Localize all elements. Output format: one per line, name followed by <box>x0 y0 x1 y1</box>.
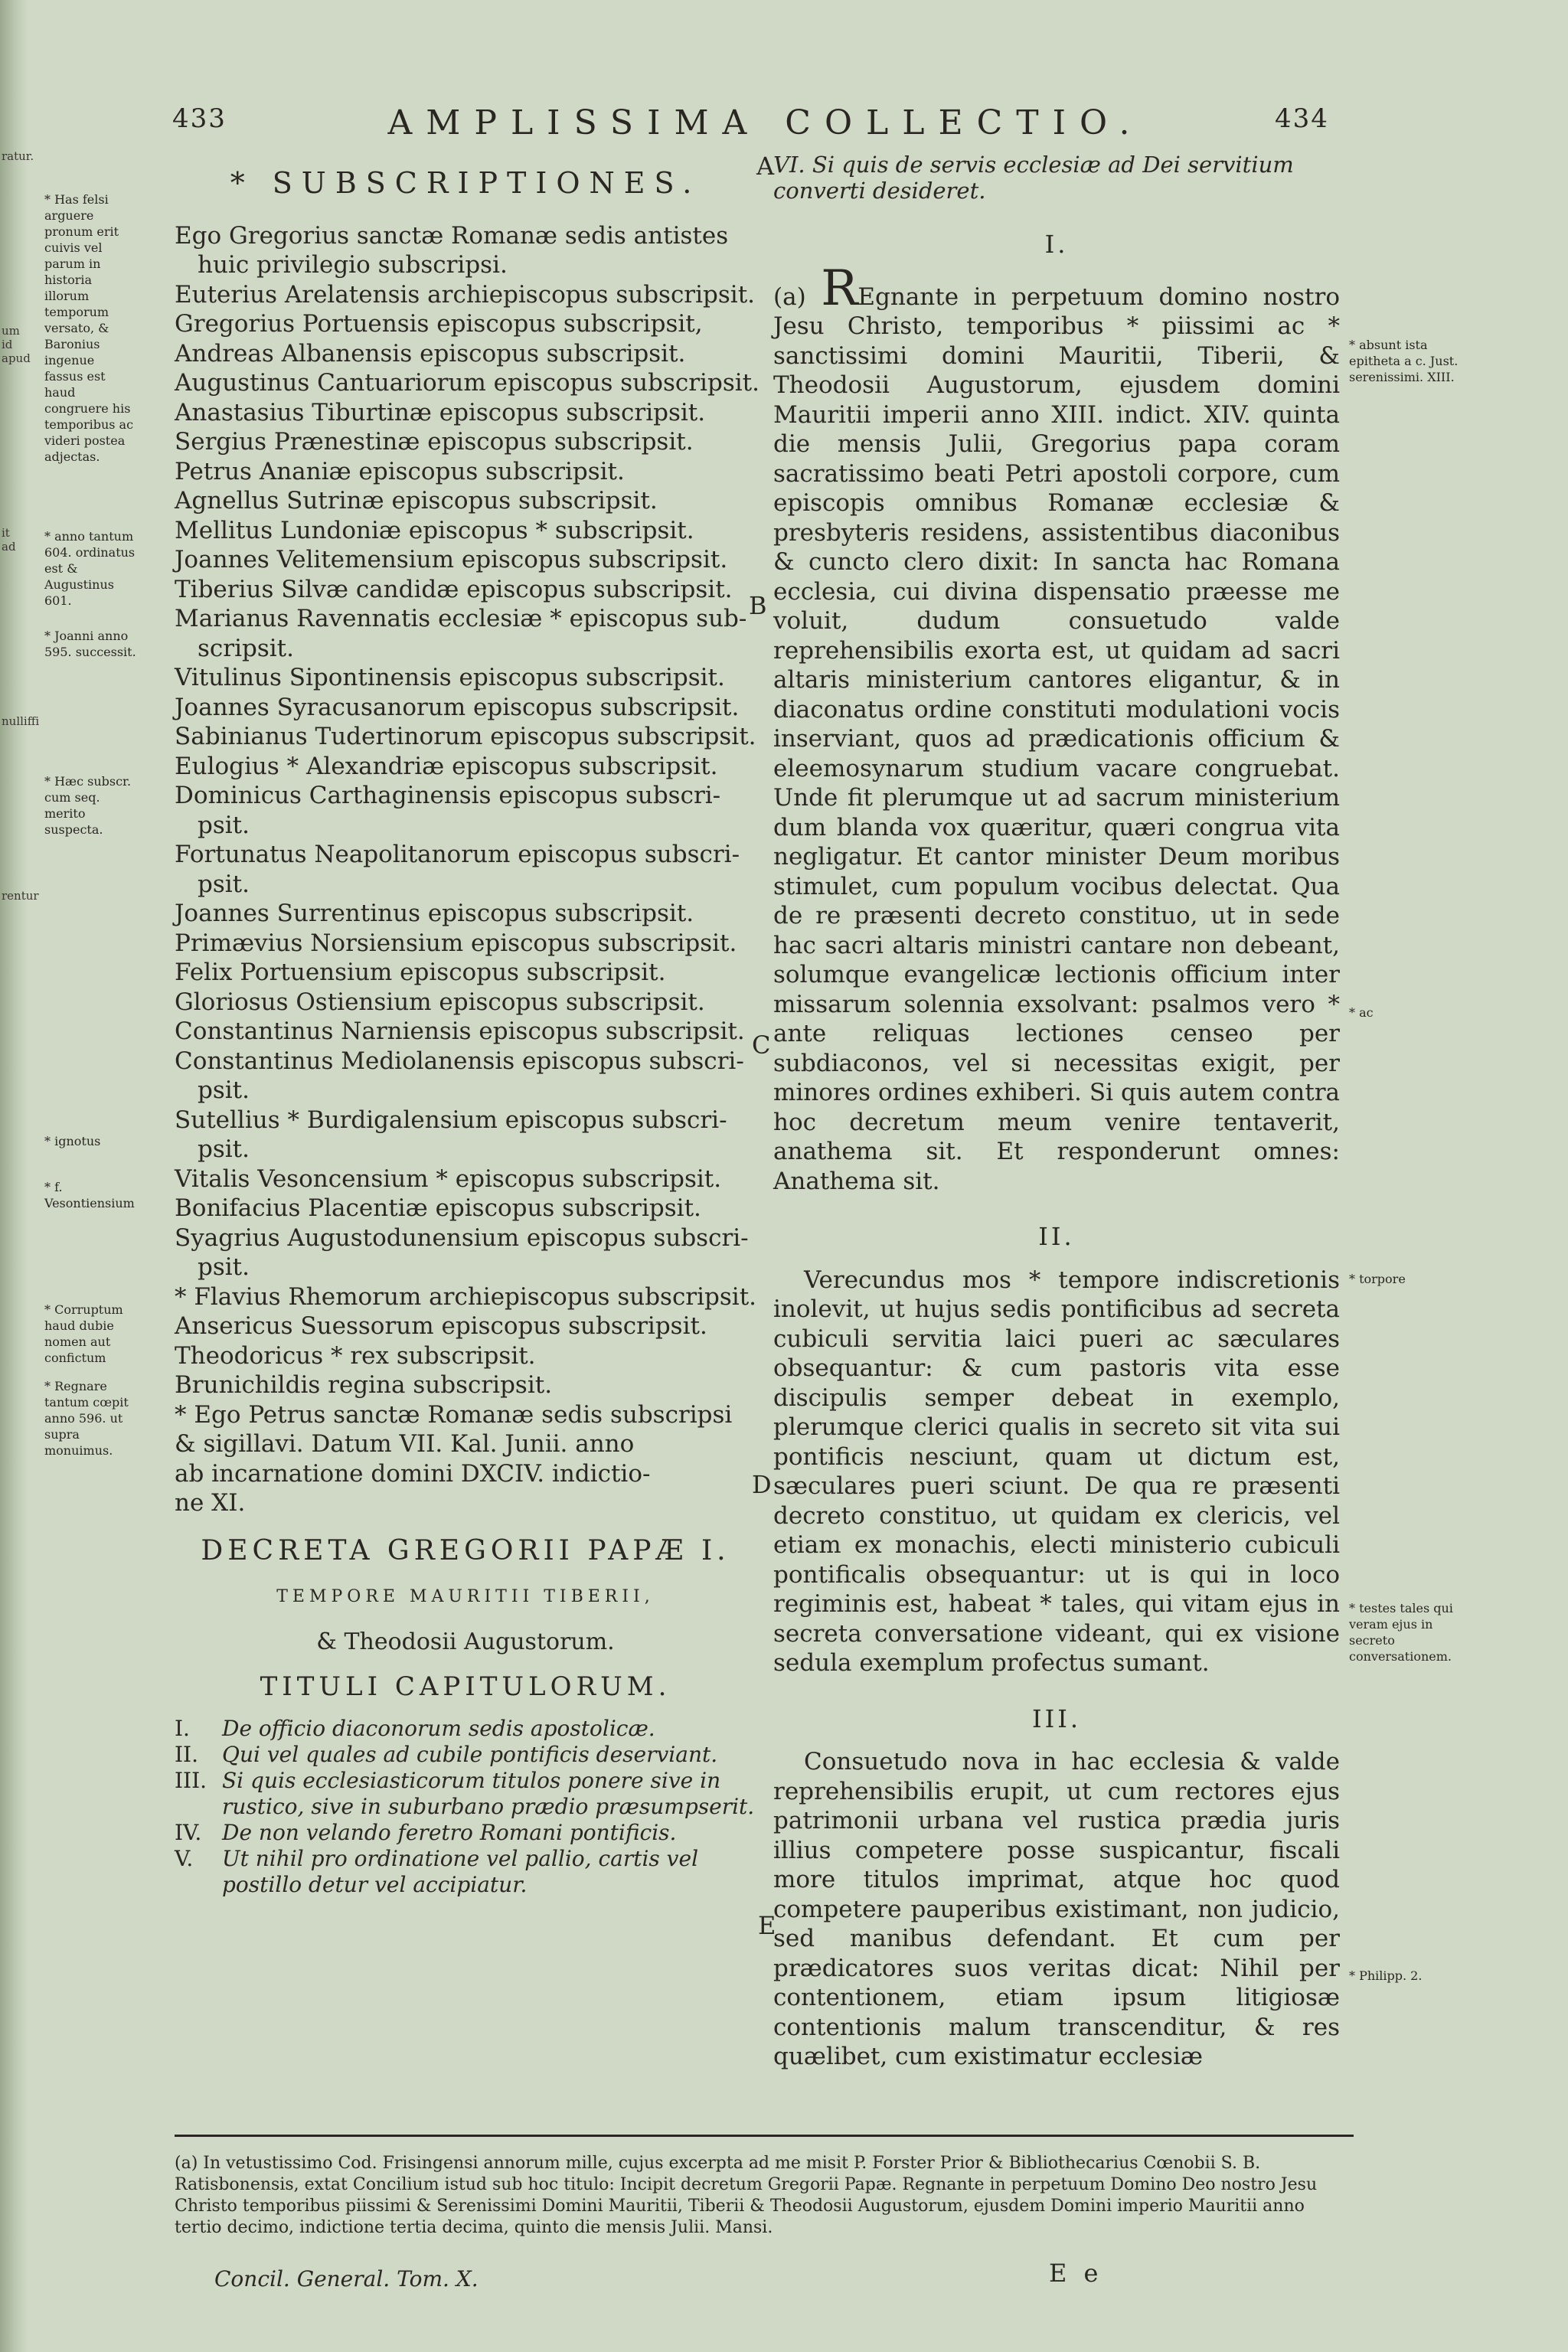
signature-mark: E e <box>1049 2259 1103 2288</box>
subscription-line: Constantinus Mediolanensis episcopus subscri- <box>175 1047 744 1075</box>
rubric-vi: VI. Si quis de servis ecclesiæ ad Dei servitium converti desideret. <box>773 152 1294 204</box>
marginal-note: * Joanni anno 595. successit. <box>44 629 136 659</box>
subscription-line: Eulogius * Alexandriæ episcopus subscripsit. <box>175 752 718 780</box>
subscription-line: Constantinus Narniensis episcopus subscripsit. <box>175 1018 745 1045</box>
gutter-note: nulliffi <box>2 714 40 728</box>
footnote-marker: (a) <box>773 283 806 311</box>
subscription-line: Fortunatus Neapolitanorum episcopus subscri- <box>175 841 740 868</box>
titulus-text: Si quis ecclesiasticorum titulos ponere sive in rustico, sive in suburbano prædio præsumpserit. <box>222 1767 755 1819</box>
marginal-note: * Regnare tantum cœpit anno 596. ut supra monuimus. <box>44 1379 129 1458</box>
subscription-line: psit. <box>198 811 250 839</box>
marginal-note: * ac <box>1349 1005 1374 1020</box>
subscription-line: Petrus Ananiæ episcopus subscripsit. <box>175 457 625 485</box>
margin-letter: B <box>749 591 767 620</box>
gutter-note: ratur. <box>2 149 34 163</box>
subscription-line: huic privilegio subscripsi. <box>198 251 508 279</box>
marginal-note: * Has felsi arguere pronum erit cuivis vel parum in historia illorum temporum versato, & Baronius ingenue fassus est haud congruere his temporibus ac videri postea adjectas. <box>44 192 134 464</box>
chapter-3-text: Consuetudo nova in hac ecclesia & valde reprehensibilis erupit, ut cum rectores ejus patrimonii urbana vel rustica prædia juris illius competere posse suspicantur, fiscali more titulos imprimat, atque hoc quod competere pauperibus existimant, non judicio, sed manibus defendant. Et cum per prædicatores suos veritas dicat: Nihil per contentionem, etiam ipsum litigiosæ contentionis malum transcenditur, & res quælibet, cum existimatur ecclesiæ <box>773 1748 1340 2070</box>
page-header <box>0 103 1568 149</box>
chapter-1-body: Jesu Christo, temporibus * piissimi ac * sanctissimi domini Mauritii, Tiberii, & Theodosii Augustorum, ejusdem domini Mauritii imperii anno XIII. indict. XIV. quinta die mensis Julii, Gregorius papa coram sacratissimo beati Petri apostoli corpore, cum episcopis omnibus Romanæ ecclesiæ & presbyteris residens, assistentibus diaconibus & cuncto clero dixit: In sancta hac Romana ecclesia, cui divina dispensatio præesse me voluit, dudum consuetudo valde reprehensibilis exorta est, ut quidam ad sacri altaris ministerium cantores eligantur, & in diaconatus ordine constituti modulationi vocis inserviant, quos ad prædicationis officium & eleemosynarum studium vacare congruebat. Unde fit plerumque ut ad sacrum ministerium dum blanda vox quæritur, quæri congrua vita negligatur. Et cantor minister Deum moribus stimulet, cum populum vocibus delectat. Qua de re præsenti decreto constituo, ut in sede hac sacri altaris ministri cantare non debeant, solumque evangelicæ lectionis officium inter missarum solennia exsolvant: psalmos vero * ante reliquas lectiones censeo per subdiaconos, vel si necessitas exigit, per minores ordines exhiberi. Si quis autem contra hoc decretum meum venire tentaverit, anathema sit. Et responderunt omnes: Anathema sit. <box>773 312 1340 1195</box>
decreta-title: DECRETA GREGORII PAPÆ I. <box>201 1534 730 1566</box>
footnote: (a) In vetustissimo Cod. Frisingensi annorum mille, cujus excerpta ad me misit P. Forster Prior & Bibliothecarius Cœnobii S. B. Ratisbonensis, extat Concilium istud sub hoc titulo: Incipit decretum Gregorii Papæ. Regnante in perpetuum Domino Deo nostro Jesu Christo temporibus piissimi & Serenissimi Domini Mauritii, Tiberii & Theodosii Augustorum, ejusdem Domini imperio Mauritii anno tertio decimo, indictione tertia decima, quinto die mensis Julii. Mansi. <box>175 2154 1318 2237</box>
marginal-note: * Hæc subscr. cum seq. merito suspecta. <box>44 774 132 837</box>
titulus-item <box>175 1768 756 1820</box>
chapter-heading: III. <box>1031 1704 1082 1733</box>
titulus-number: I. <box>175 1715 190 1741</box>
titulus-item <box>175 1716 756 1742</box>
marginal-note: * Philipp. 2. <box>1349 1968 1423 1983</box>
gutter-note: um id apud <box>2 324 31 365</box>
titulus-number: IV. <box>175 1819 202 1845</box>
subscription-line: Vitalis Vesoncensium * episcopus subscripsit. <box>175 1165 722 1193</box>
titulus-text: De non velando feretro Romani pontificis. <box>222 1819 677 1845</box>
subscription-line: Brunichildis regina subscripsit. <box>175 1371 553 1399</box>
subscription-line: Joannes Syracusanorum episcopus subscripsit. <box>175 693 740 721</box>
right-column <box>773 152 1340 2072</box>
running-title: AMPLISSIMA COLLECTIO. <box>387 103 1144 142</box>
subscription-line: Sergius Prænestinæ episcopus subscripsit. <box>175 428 694 456</box>
subscription-line: Andreas Albanensis episcopus subscripsit. <box>175 339 686 368</box>
subscription-line: Theodoricus * rex subscripsit. <box>175 1341 536 1370</box>
margin-letter: E <box>758 1911 776 1940</box>
subscription-line: & sigillavi. Datum VII. Kal. Junii. anno <box>175 1430 635 1458</box>
margin-letter: A <box>756 152 775 181</box>
subscription-line: psit. <box>198 1076 250 1104</box>
subscription-line: Euterius Arelatensis archiepiscopus subscripsit. <box>175 280 756 309</box>
subscription-line: Primævius Norsiensium episcopus subscripsit. <box>175 929 737 957</box>
marginal-note: * torpore <box>1349 1272 1406 1286</box>
subscription-line: Gregorius Portuensis episcopus subscripsit, <box>175 310 703 338</box>
subscription-line: Syagrius Augustodunensium episcopus subscri- <box>175 1223 749 1252</box>
gutter-note: it ad <box>2 526 16 554</box>
subscription-line: Augustinus Cantuariorum episcopus subscripsit. <box>175 369 760 397</box>
titulus-item <box>175 1846 756 1898</box>
titulus-text: Qui vel quales ad cubile pontificis deserviant. <box>222 1741 718 1767</box>
subscription-line: Sutellius * Burdigalensium episcopus subscri- <box>175 1106 727 1134</box>
page-number-left: 433 <box>172 103 227 134</box>
subscription-line: * Flavius Rhemorum archiepiscopus subscripsit. <box>175 1282 757 1311</box>
marginal-note: * anno tantum 604. ordinatus est & Augustinus 601. <box>44 529 136 608</box>
titulus-number: II. <box>175 1741 199 1767</box>
subscription-line: Ego Gregorius sanctæ Romanæ sedis antistes <box>175 221 729 250</box>
tituli-list <box>175 1716 756 1898</box>
subscription-line: Joannes Velitemensium episcopus subscripsit. <box>175 546 728 573</box>
titulus-text: De officio diaconorum sedis apostolicæ. <box>222 1715 655 1741</box>
margin-letter: C <box>752 1031 771 1060</box>
subscription-line: Marianus Ravennatis ecclesiæ * episcopus sub- <box>175 605 747 632</box>
subscription-line: ne XI. <box>175 1489 246 1517</box>
chapter-2-text: Verecundus mos * tempore indiscretionis inolevit, ut hujus sedis pontificibus ad secreta cubiculi servitia laici pueri ac sæculares obsequantur: & cum pastoris vita esse discipulis semper debeat in exemplo, plerumque clerici qualis in secreto sit vita sui pontificis nesciunt, quam ut dictum est, sæculares pueri sciunt. De qua re præsenti decreto constituo, ut quidam ex clericis, vel etiam ex monachis, electi ministerio cubiculi pontificalis obsequantur: ut is qui in loco regiminis est, habeat * tales, qui vitam ejus in secreta conversatione videant, qui ex visione sedula exemplum profectus sumant. <box>773 1266 1340 1677</box>
subscription-line: Anastasius Tiburtinæ episcopus subscripsit. <box>175 398 706 426</box>
chapter-1-first-line: Egnante in perpetuum domino nostro <box>858 283 1340 311</box>
subscription-line: Dominicus Carthaginensis episcopus subscri- <box>175 782 721 809</box>
chapter-1-text <box>773 260 1340 1197</box>
titulus-text: Ut nihil pro ordinatione vel pallio, cartis vel postillo detur vel accipiatur. <box>222 1845 699 1897</box>
subscription-line: Mellitus Lundoniæ episcopus * subscripsit. <box>175 516 694 544</box>
volume-line: Concil. General. Tom. X. <box>214 2266 479 2292</box>
subscription-line: * Ego Petrus sanctæ Romanæ sedis subscripsi <box>175 1400 733 1429</box>
decreta-subtitle-2: & Theodosii Augustorum. <box>316 1628 615 1655</box>
tituli-title: TITULI CAPITULORUM. <box>260 1671 671 1702</box>
chapter-heading: I. <box>1044 230 1069 259</box>
titulus-item <box>175 1820 756 1846</box>
gutter-notes <box>2 149 40 1063</box>
marginal-note: * ignotus <box>44 1134 101 1148</box>
decreta-subtitle: TEMPORE MAURITII TIBERII, <box>276 1587 655 1606</box>
margin-letter: D <box>752 1470 772 1499</box>
left-column <box>175 166 760 1898</box>
titulus-number: III. <box>175 1767 207 1793</box>
subscription-line: psit. <box>198 1135 250 1163</box>
subscription-line: Ansericus Suessorum episcopus subscripsit. <box>175 1312 707 1340</box>
subscriptions-heading: * SUBSCRIPTIONES. <box>230 166 701 200</box>
subscription-list <box>175 221 760 1518</box>
subscription-line: Vitulinus Sipontinensis episcopus subscripsit. <box>175 664 725 691</box>
titulus-number: V. <box>175 1845 194 1871</box>
subscription-line: Bonifacius Placentiæ episcopus subscripsit. <box>175 1194 701 1222</box>
marginal-note: * f. Vesontiensium <box>44 1180 135 1210</box>
marginal-note: * Corruptum haud dubie nomen aut confictum <box>44 1302 123 1365</box>
subscription-line: Felix Portuensium episcopus subscripsit. <box>175 959 666 986</box>
subscription-line: psit. <box>198 870 250 898</box>
marginal-note: * absunt ista epitheta a c. Just. serenissimi. XIII. <box>1349 338 1459 384</box>
subscription-line: scripsit. <box>198 634 294 662</box>
footnote-rule <box>175 2135 1354 2137</box>
subscription-line: Agnellus Sutrinæ episcopus subscripsit. <box>175 487 658 514</box>
subscription-line: Gloriosus Ostiensium episcopus subscripsit. <box>175 988 705 1016</box>
page-number-right: 434 <box>1275 103 1329 134</box>
marginal-note: * testes tales qui veram ejus in secreto conversationem. <box>1349 1601 1453 1664</box>
subscription-line: psit. <box>198 1253 250 1281</box>
chapter-heading: II. <box>1038 1222 1075 1251</box>
subscription-line: ab incarnatione domini DXCIV. indictio- <box>175 1459 651 1488</box>
subscription-line: Joannes Surrentinus episcopus subscripsit. <box>175 900 694 927</box>
titulus-item <box>175 1742 756 1768</box>
subscription-line: Sabinianus Tudertinorum episcopus subscripsit. <box>175 723 756 750</box>
subscription-line: Tiberius Silvæ candidæ episcopus subscripsit. <box>175 575 733 603</box>
drop-cap: R <box>821 260 858 317</box>
gutter-note: rentur <box>2 889 39 903</box>
